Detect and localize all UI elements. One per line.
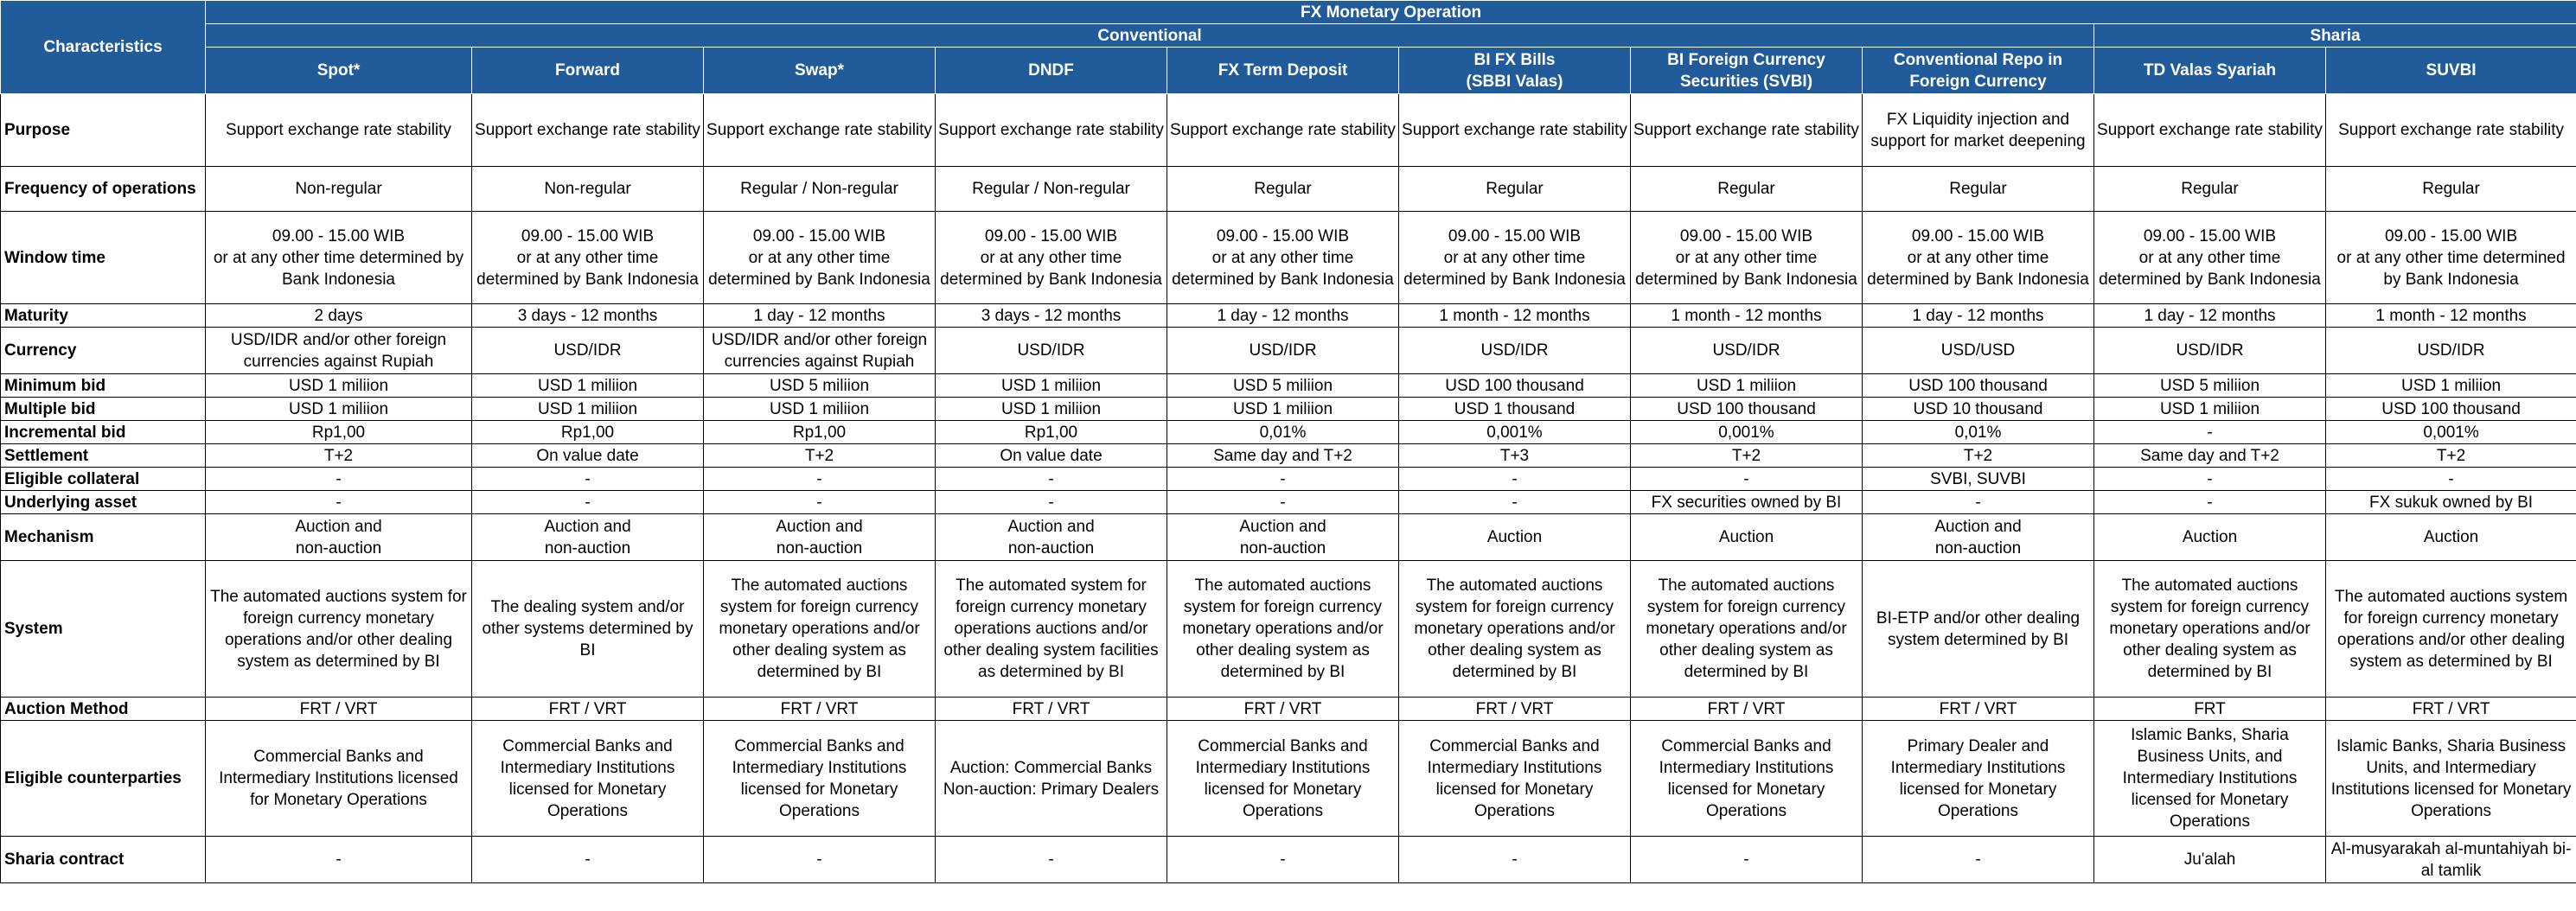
table-cell: The automated auctions system for foreign currency monetary operations and/or other dealing system as determined by BI	[704, 561, 936, 698]
table-cell: USD 5 miliion	[704, 374, 936, 398]
table-cell: -	[1399, 468, 1631, 491]
table-row	[1, 328, 2576, 374]
table-cell: Auction and non-auction	[704, 514, 936, 561]
table-cell: -	[206, 491, 472, 514]
table-cell: USD 1 miliion	[936, 374, 1167, 398]
row-label: Eligible counterparties	[1, 721, 206, 837]
table-cell: -	[2094, 421, 2326, 444]
table-cell: -	[936, 491, 1167, 514]
table-cell: 3 days - 12 months	[472, 304, 704, 328]
table-row	[1, 491, 2576, 514]
table-cell: Support exchange rate stability	[936, 94, 1167, 167]
table-cell: USD 5 miliion	[1167, 374, 1399, 398]
table-cell: T+2	[1631, 444, 1863, 468]
table-cell: Auction and non-auction	[1167, 514, 1399, 561]
column-header: Forward	[472, 48, 704, 94]
table-cell: -	[704, 491, 936, 514]
table-cell: USD/IDR and/or other foreign currencies against Rupiah	[206, 328, 472, 374]
table-cell: Islamic Banks, Sharia Business Units, and Intermediary Institutions licensed for Monetary Operations	[2094, 721, 2326, 837]
table-cell: The automated auctions system for foreign currency monetary operations and/or other dealing system as determined by BI	[1399, 561, 1631, 698]
table-cell: Commercial Banks and Intermediary Institutions licensed for Monetary Operations	[1167, 721, 1399, 837]
table-cell: Same day and T+2	[1167, 444, 1399, 468]
row-label: Maturity	[1, 304, 206, 328]
table-cell: USD 1 miliion	[472, 374, 704, 398]
table-cell: 09.00 - 15.00 WIB or at any other time determined by Bank Indonesia	[1399, 212, 1631, 304]
row-label: Minimum bid	[1, 374, 206, 398]
table-cell: -	[1399, 491, 1631, 514]
table-cell: USD/USD	[1863, 328, 2094, 374]
table-cell: Auction and non-auction	[472, 514, 704, 561]
table-cell: FRT / VRT	[936, 698, 1167, 721]
table-cell: Auction	[1399, 514, 1631, 561]
table-cell: -	[704, 837, 936, 883]
table-cell: Regular	[1399, 167, 1631, 212]
table-cell: -	[206, 837, 472, 883]
row-label: Sharia contract	[1, 837, 206, 883]
table-cell: USD/IDR	[1399, 328, 1631, 374]
table-cell: 09.00 - 15.00 WIB or at any other time determined by Bank Indonesia	[704, 212, 936, 304]
table-cell: Rp1,00	[936, 421, 1167, 444]
table-row	[1, 212, 2576, 304]
table-row	[1, 468, 2576, 491]
table-cell: The automated auctions system for foreign currency monetary operations and/or other dealing system as determined by BI	[1167, 561, 1399, 698]
table-cell: Support exchange rate stability	[2094, 94, 2326, 167]
table-cell: The automated auctions system for foreign currency monetary operations and/or other dealing system as determined by BI	[1631, 561, 1863, 698]
row-label: Auction Method	[1, 698, 206, 721]
table-cell: Auction and non-auction	[206, 514, 472, 561]
table-cell: USD 1 miliion	[472, 398, 704, 421]
table-cell: Regular	[1631, 167, 1863, 212]
table-cell: Al-musyarakah al-muntahiyah bi-al tamlik	[2326, 837, 2576, 883]
table-cell: T+2	[2326, 444, 2576, 468]
table-cell: SVBI, SUVBI	[1863, 468, 2094, 491]
table-cell: Support exchange rate stability	[2326, 94, 2576, 167]
table-cell: USD 100 thousand	[1631, 398, 1863, 421]
table-cell: USD 100 thousand	[1863, 374, 2094, 398]
table-row	[1, 374, 2576, 398]
column-header: TD Valas Syariah	[2094, 48, 2326, 94]
table-row	[1, 398, 2576, 421]
table-cell: FRT / VRT	[1399, 698, 1631, 721]
table-cell: 09.00 - 15.00 WIB or at any other time determined by Bank Indonesia	[1863, 212, 2094, 304]
sharia-header: Sharia	[2094, 24, 2576, 48]
column-header: DNDF	[936, 48, 1167, 94]
table-cell: USD 5 miliion	[2094, 374, 2326, 398]
row-label: Mechanism	[1, 514, 206, 561]
table-cell: 09.00 - 15.00 WIB or at any other time determined by Bank Indonesia	[1167, 212, 1399, 304]
table-cell: FRT / VRT	[472, 698, 704, 721]
table-cell: 09.00 - 15.00 WIB or at any other time determined by Bank Indonesia	[2326, 212, 2576, 304]
table-cell: Support exchange rate stability	[1399, 94, 1631, 167]
table-cell: T+3	[1399, 444, 1631, 468]
table-cell: FRT	[2094, 698, 2326, 721]
table-cell: Regular / Non-regular	[936, 167, 1167, 212]
characteristics-header: Characteristics	[1, 1, 206, 94]
table-cell: USD/IDR	[1167, 328, 1399, 374]
table-row	[1, 561, 2576, 698]
table-row	[1, 421, 2576, 444]
row-label: Multiple bid	[1, 398, 206, 421]
table-cell: 3 days - 12 months	[936, 304, 1167, 328]
table-cell: FRT / VRT	[206, 698, 472, 721]
row-label: Settlement	[1, 444, 206, 468]
table-cell: FRT / VRT	[1863, 698, 2094, 721]
table-cell: Support exchange rate stability	[1631, 94, 1863, 167]
column-header: Spot*	[206, 48, 472, 94]
table-cell: 1 month - 12 months	[1631, 304, 1863, 328]
table-cell: Auction and non-auction	[1863, 514, 2094, 561]
table-cell: Same day and T+2	[2094, 444, 2326, 468]
table-cell: Support exchange rate stability	[1167, 94, 1399, 167]
table-cell: -	[472, 468, 704, 491]
table-cell: Auction	[2326, 514, 2576, 561]
table-cell: USD 100 thousand	[1399, 374, 1631, 398]
column-header: Swap*	[704, 48, 936, 94]
table-cell: 2 days	[206, 304, 472, 328]
table-cell: USD/IDR	[936, 328, 1167, 374]
table-cell: USD 1 miliion	[1167, 398, 1399, 421]
table-cell: -	[1167, 491, 1399, 514]
table-cell: 09.00 - 15.00 WIB or at any other time determined by Bank Indonesia	[2094, 212, 2326, 304]
table-cell: -	[936, 837, 1167, 883]
table-cell: Regular / Non-regular	[704, 167, 936, 212]
table-cell: -	[1631, 837, 1863, 883]
table-cell: USD/IDR	[472, 328, 704, 374]
table-cell: FRT / VRT	[1167, 698, 1399, 721]
table-cell: -	[1631, 468, 1863, 491]
table-cell: Rp1,00	[206, 421, 472, 444]
table-cell: The automated auctions system for foreign currency monetary operations and/or other dealing system as determined by BI	[2094, 561, 2326, 698]
column-header: BI Foreign Currency Securities (SVBI)	[1631, 48, 1863, 94]
row-label: System	[1, 561, 206, 698]
column-header: BI FX Bills (SBBI Valas)	[1399, 48, 1631, 94]
table-cell: Auction and non-auction	[936, 514, 1167, 561]
table-cell: FRT / VRT	[1631, 698, 1863, 721]
table-cell: Regular	[2094, 167, 2326, 212]
table-cell: Regular	[1863, 167, 2094, 212]
table-cell: -	[1167, 468, 1399, 491]
table-cell: The automated auctions system for foreign currency monetary operations and/or other dealing system as determined by BI	[2326, 561, 2576, 698]
table-cell: -	[206, 468, 472, 491]
column-header: SUVBI	[2326, 48, 2576, 94]
row-label: Currency	[1, 328, 206, 374]
table-cell: 1 month - 12 months	[2326, 304, 2576, 328]
table-cell: 1 day - 12 months	[1863, 304, 2094, 328]
row-label: Purpose	[1, 94, 206, 167]
table-cell: Support exchange rate stability	[472, 94, 704, 167]
table-cell: Primary Dealer and Intermediary Institutions licensed for Monetary Operations	[1863, 721, 2094, 837]
table-cell: 0,01%	[1863, 421, 2094, 444]
conventional-header: Conventional	[206, 24, 2094, 48]
row-label: Eligible collateral	[1, 468, 206, 491]
table-cell: 1 day - 12 months	[1167, 304, 1399, 328]
table-cell: Commercial Banks and Intermediary Institutions licensed for Monetary Operations	[1399, 721, 1631, 837]
table-cell: 0,001%	[2326, 421, 2576, 444]
table-cell: Support exchange rate stability	[704, 94, 936, 167]
table-row	[1, 94, 2576, 167]
table-cell: USD 100 thousand	[2326, 398, 2576, 421]
table-cell: -	[1863, 491, 2094, 514]
table-cell: 1 day - 12 months	[704, 304, 936, 328]
table-cell: Regular	[2326, 167, 2576, 212]
table-cell: USD 1 miliion	[206, 398, 472, 421]
table-cell: Regular	[1167, 167, 1399, 212]
table-cell: 0,01%	[1167, 421, 1399, 444]
table-cell: The automated system for foreign currency monetary operations auctions and/or other dealing system facilities as determined by BI	[936, 561, 1167, 698]
table-cell: FX sukuk owned by BI	[2326, 491, 2576, 514]
table-cell: Commercial Banks and Intermediary Institutions licensed for Monetary Operations	[472, 721, 704, 837]
row-label: Incremental bid	[1, 421, 206, 444]
table-cell: Commercial Banks and Intermediary Institutions licensed for Monetary Operations	[206, 721, 472, 837]
table-cell: -	[472, 837, 704, 883]
table-row	[1, 698, 2576, 721]
table-cell: USD/IDR and/or other foreign currencies against Rupiah	[704, 328, 936, 374]
table-cell: 09.00 - 15.00 WIB or at any other time determined by Bank Indonesia	[472, 212, 704, 304]
table-cell: -	[1399, 837, 1631, 883]
table-cell: The automated auctions system for foreign currency monetary operations and/or other dealing system as determined by BI	[206, 561, 472, 698]
table-cell: USD/IDR	[1631, 328, 1863, 374]
table-cell: -	[2094, 491, 2326, 514]
table-cell: Ju'alah	[2094, 837, 2326, 883]
column-header: FX Term Deposit	[1167, 48, 1399, 94]
table-cell: USD 10 thousand	[1863, 398, 2094, 421]
table-cell: T+2	[206, 444, 472, 468]
table-cell: On value date	[472, 444, 704, 468]
table-cell: -	[1167, 837, 1399, 883]
table-cell: USD 1 miliion	[2326, 374, 2576, 398]
table-cell: USD/IDR	[2094, 328, 2326, 374]
table-cell: USD 1 miliion	[206, 374, 472, 398]
table-cell: 0,001%	[1631, 421, 1863, 444]
table-cell: -	[472, 491, 704, 514]
table-cell: 09.00 - 15.00 WIB or at any other time determined by Bank Indonesia	[936, 212, 1167, 304]
table-cell: Commercial Banks and Intermediary Institutions licensed for Monetary Operations	[1631, 721, 1863, 837]
row-label: Window time	[1, 212, 206, 304]
table-cell: The dealing system and/or other systems determined by BI	[472, 561, 704, 698]
table-cell: FRT / VRT	[2326, 698, 2576, 721]
table-cell: USD/IDR	[2326, 328, 2576, 374]
table-row	[1, 167, 2576, 212]
table-cell: 1 day - 12 months	[2094, 304, 2326, 328]
table-cell: Islamic Banks, Sharia Business Units, and Intermediary Institutions licensed for Monetary Operations	[2326, 721, 2576, 837]
table-cell: 1 month - 12 months	[1399, 304, 1631, 328]
table-cell: USD 1 miliion	[936, 398, 1167, 421]
row-label: Frequency of operations	[1, 167, 206, 212]
table-cell: -	[704, 468, 936, 491]
table-row	[1, 837, 2576, 883]
table-cell: USD 1 miliion	[704, 398, 936, 421]
table-cell: 09.00 - 15.00 WIB or at any other time determined by Bank Indonesia	[1631, 212, 1863, 304]
table-row	[1, 444, 2576, 468]
column-header: Conventional Repo in Foreign Currency	[1863, 48, 2094, 94]
table-cell: USD 1 miliion	[2094, 398, 2326, 421]
table-cell: 09.00 - 15.00 WIB or at any other time determined by Bank Indonesia	[206, 212, 472, 304]
table-cell: 0,001%	[1399, 421, 1631, 444]
table-cell: USD 1 miliion	[1631, 374, 1863, 398]
table-cell: FRT / VRT	[704, 698, 936, 721]
table-cell: Auction	[1631, 514, 1863, 561]
table-cell: -	[2326, 468, 2576, 491]
table-cell: T+2	[1863, 444, 2094, 468]
table-cell: Auction	[2094, 514, 2326, 561]
row-label: Underlying asset	[1, 491, 206, 514]
table-cell: -	[936, 468, 1167, 491]
table-row	[1, 514, 2576, 561]
table-cell: -	[2094, 468, 2326, 491]
table-cell: -	[1863, 837, 2094, 883]
table-cell: FX securities owned by BI	[1631, 491, 1863, 514]
table-cell: FX Liquidity injection and support for market deepening	[1863, 94, 2094, 167]
table-cell: Rp1,00	[472, 421, 704, 444]
table-cell: Rp1,00	[704, 421, 936, 444]
table-cell: Auction: Commercial Banks Non-auction: Primary Dealers	[936, 721, 1167, 837]
group-title-header: FX Monetary Operation	[206, 1, 2576, 24]
table-cell: T+2	[704, 444, 936, 468]
table-cell: Support exchange rate stability	[206, 94, 472, 167]
table-body	[1, 94, 2576, 883]
table-cell: Non-regular	[206, 167, 472, 212]
table-cell: USD 1 thousand	[1399, 398, 1631, 421]
table-cell: Commercial Banks and Intermediary Institutions licensed for Monetary Operations	[704, 721, 936, 837]
table-cell: BI-ETP and/or other dealing system determined by BI	[1863, 561, 2094, 698]
table-cell: On value date	[936, 444, 1167, 468]
table-row	[1, 304, 2576, 328]
table-row	[1, 721, 2576, 837]
table-cell: Non-regular	[472, 167, 704, 212]
